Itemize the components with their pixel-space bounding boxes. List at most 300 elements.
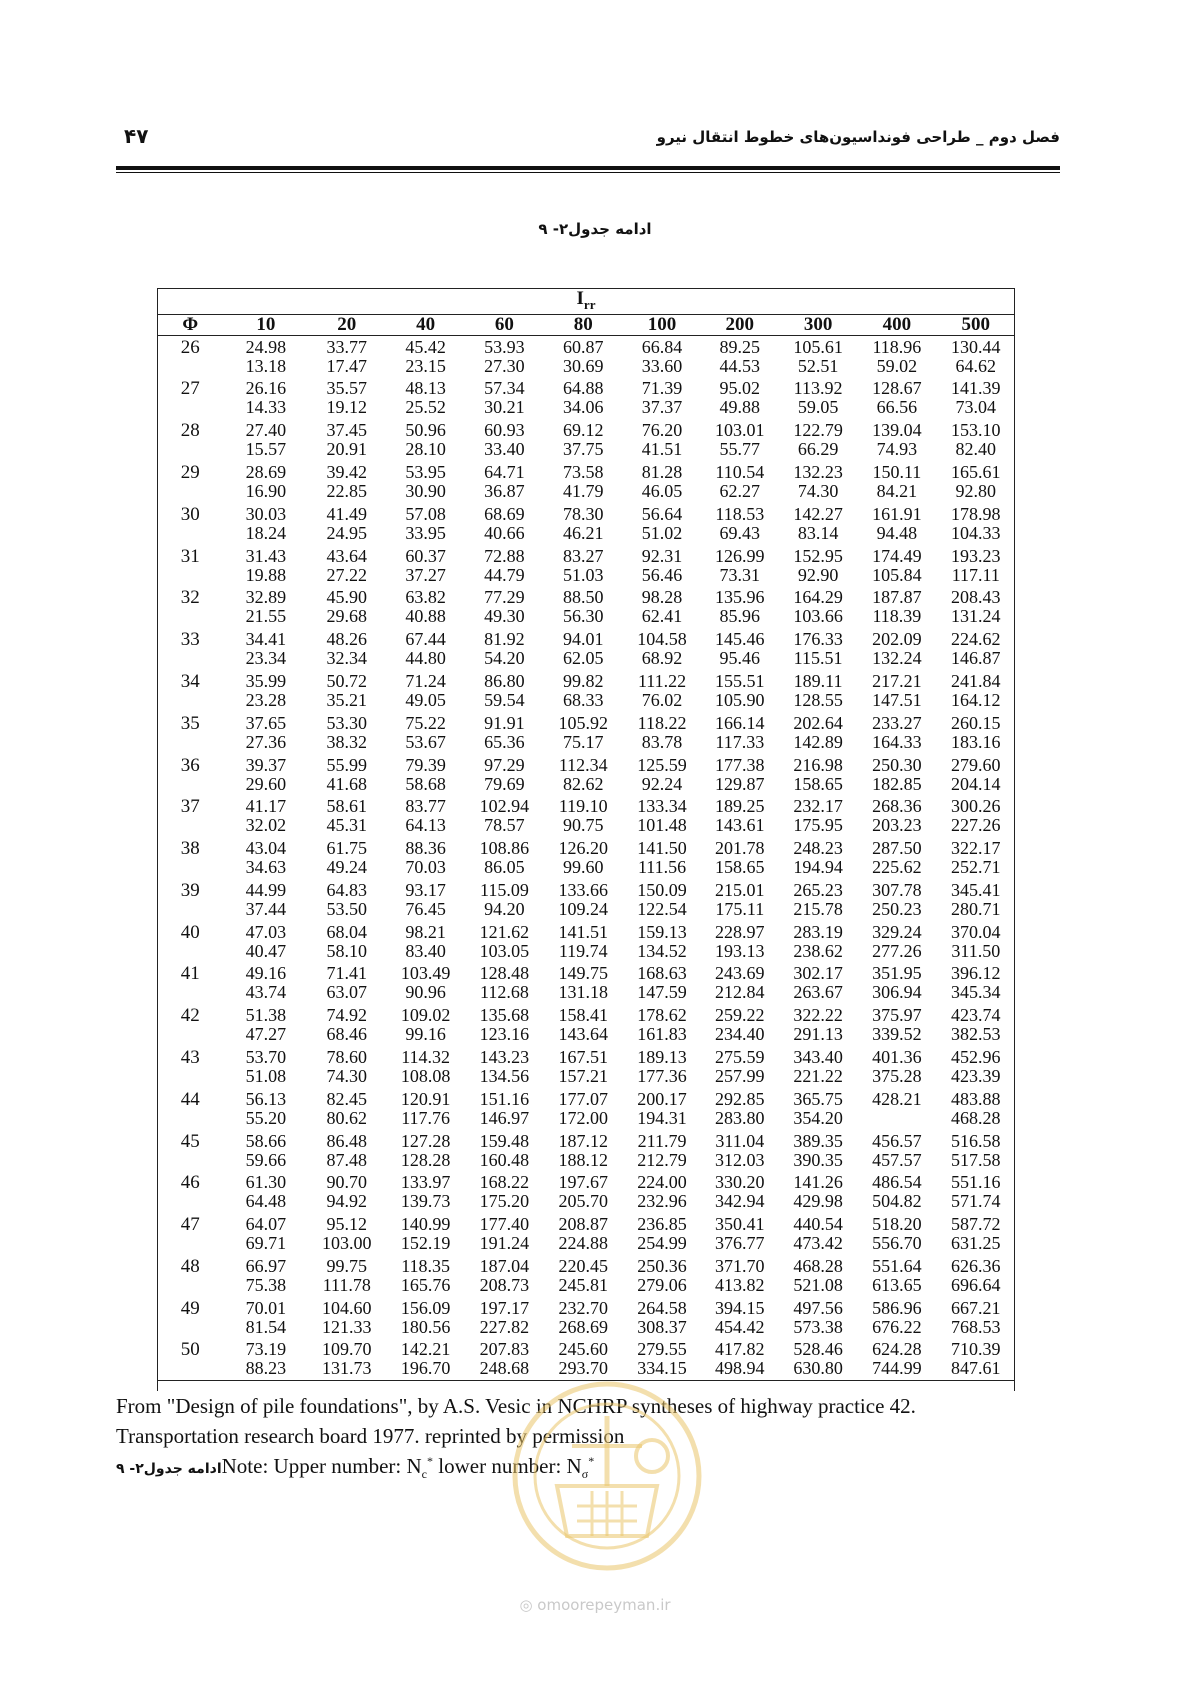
nsigma-cell: 111.56 [637,857,687,878]
nsigma-cell: 41.79 [562,481,604,502]
table-row-upper [157,754,1015,775]
nc-cell: 168.63 [637,963,687,984]
nc-cell: 156.09 [400,1297,451,1318]
nc-cell: 248.23 [793,838,843,859]
column-header-20: 20 [308,314,385,335]
nsigma-cell: 139.73 [400,1191,451,1212]
nsigma-cell: 44.79 [484,564,525,585]
chapter-title: فصل دوم _ طراحی فونداسیون‌های خطوط انتقال نیرو [656,128,1060,146]
nc-cell: 48.26 [326,629,368,650]
irr-header [157,289,1015,315]
nc-cell: 82.45 [326,1088,368,1109]
table-row-lower [157,1359,1015,1380]
nsigma-cell: 53.67 [405,731,446,752]
nsigma-cell: 84.21 [876,481,918,502]
nsigma-cell: 34.06 [562,397,604,418]
nc-cell: 89.25 [719,336,761,357]
phi-cell: 43 [180,1046,200,1068]
nsigma-cell: 24.95 [326,522,368,543]
nsigma-cell: 117.33 [715,731,765,752]
nsigma-cell: 293.70 [558,1358,608,1379]
nsigma-cell: 92.80 [955,481,997,502]
table-row-upper [157,963,1015,984]
table-row-upper [157,1171,1015,1192]
nsigma-cell: 62.41 [641,606,683,627]
nc-cell: 141.50 [637,838,687,859]
nc-cell: 77.29 [484,587,525,608]
nc-cell: 177.38 [715,754,765,775]
note-sub-sigma: σ [581,1467,589,1482]
nsigma-cell: 40.88 [405,606,446,627]
nsigma-cell: 375.28 [872,1065,922,1086]
nc-cell: 55.99 [326,754,368,775]
nc-cell: 551.64 [872,1255,922,1276]
table-row-upper [157,586,1015,607]
nsigma-cell: 33.60 [641,355,683,376]
nc-cell: 518.20 [872,1214,922,1235]
nc-cell: 86.48 [326,1130,368,1151]
nsigma-cell: 311.50 [951,940,1001,961]
nsigma-cell: 423.39 [951,1065,1001,1086]
nsigma-cell: 30.21 [484,397,525,418]
nsigma-cell: 205.70 [558,1191,608,1212]
table-caption: ادامه جدول۲- ۹ [538,220,652,238]
nc-cell: 177.40 [479,1214,530,1235]
nc-cell: 202.09 [872,629,922,650]
nsigma-cell: 76.45 [405,898,446,919]
nsigma-cell: 147.51 [872,689,922,710]
nsigma-cell: 23.28 [245,689,287,710]
nc-cell: 370.04 [951,921,1001,942]
table-row-upper [157,921,1015,942]
nc-cell: 155.51 [715,670,765,691]
nsigma-cell: 109.24 [558,898,608,919]
phi-cell: 50 [180,1339,200,1361]
table-row-upper [157,1004,1015,1025]
nsigma-cell: 101.48 [637,815,687,836]
nsigma-cell: 227.82 [479,1316,530,1337]
nc-cell: 113.92 [793,378,843,399]
nc-cell: 98.28 [641,587,683,608]
nsigma-cell: 33.95 [405,522,446,543]
nc-cell: 516.58 [951,1130,1001,1151]
nsigma-cell: 17.47 [326,355,368,376]
nsigma-cell: 41.68 [326,773,368,794]
nc-cell: 86.80 [484,670,525,691]
page-number: ۴۷ [124,124,149,148]
table-row-lower [157,1025,1015,1046]
watermark-site-text: omoorepeyman.ir [537,1596,671,1614]
nsigma-cell: 90.75 [562,815,604,836]
table-row-lower [157,607,1015,628]
nsigma-cell: 183.16 [951,731,1001,752]
nc-cell: 428.21 [872,1088,922,1109]
nc-cell: 275.59 [715,1046,765,1067]
nsigma-cell: 47.27 [245,1024,287,1045]
column-header-200: 200 [701,314,779,335]
phi-cell: 40 [180,921,200,943]
nc-cell: 133.34 [637,796,687,817]
nc-cell: 50.96 [405,420,446,441]
nc-cell: 90.70 [326,1172,368,1193]
nc-cell: 143.23 [479,1046,530,1067]
nsigma-cell: 49.05 [405,689,446,710]
nc-cell: 125.59 [637,754,687,775]
nc-cell: 307.78 [872,879,922,900]
nc-cell: 41.49 [326,503,368,524]
table-body [157,335,1015,1381]
nc-cell: 197.17 [479,1297,530,1318]
nsigma-cell: 49.88 [719,397,761,418]
nc-cell: 483.88 [951,1088,1001,1109]
nc-cell: 120.91 [400,1088,451,1109]
nc-cell: 528.46 [793,1339,843,1360]
nsigma-cell: 30.69 [562,355,604,376]
nsigma-cell: 164.12 [951,689,1001,710]
nc-cell: 111.22 [637,670,687,691]
nc-cell: 44.99 [245,879,287,900]
nsigma-cell: 121.33 [322,1316,372,1337]
nc-cell: 279.55 [637,1339,687,1360]
nsigma-cell: 227.26 [951,815,1001,836]
nsigma-cell: 64.48 [245,1191,287,1212]
phi-blank-cell [157,1318,223,1339]
phi-cell: 44 [180,1088,200,1110]
nsigma-cell: 283.80 [715,1107,765,1128]
table-row-lower [157,1234,1015,1255]
column-header-300: 300 [779,314,857,335]
nsigma-cell: 51.08 [245,1065,287,1086]
table-row-upper [157,335,1015,356]
table-row-lower [157,398,1015,419]
nc-cell: 200.17 [637,1088,687,1109]
nc-cell: 165.61 [951,462,1001,483]
nc-cell: 127.28 [400,1130,451,1151]
nsigma-cell: 131.18 [558,982,608,1003]
nsigma-cell: 75.38 [245,1274,287,1295]
nsigma-cell: 254.99 [637,1233,687,1254]
phi-cell: 28 [180,420,200,442]
nc-cell: 76.20 [641,420,683,441]
nc-cell: 401.36 [872,1046,922,1067]
note-sub-c: c [421,1467,427,1482]
column-header-60: 60 [466,314,543,335]
nsigma-cell: 115.51 [793,648,843,669]
table-row-lower [157,1192,1015,1213]
nsigma-cell: 194.94 [793,857,843,878]
nsigma-cell: 429.98 [793,1191,843,1212]
nsigma-cell: 99.60 [562,857,604,878]
table-row-lower [157,942,1015,963]
nsigma-cell: 74.30 [326,1065,368,1086]
nc-cell: 302.17 [793,963,843,984]
phi-cell: 49 [180,1297,200,1319]
nc-cell: 164.29 [793,587,843,608]
nsigma-cell: 92.24 [641,773,683,794]
nsigma-cell: 147.59 [637,982,687,1003]
nsigma-cell: 15.57 [245,439,287,460]
note-line [116,1454,594,1482]
nc-cell: 31.43 [245,545,287,566]
nsigma-cell: 215.78 [793,898,843,919]
nc-cell: 587.72 [951,1214,1001,1235]
phi-cell: 42 [180,1005,200,1027]
nc-cell: 287.50 [872,838,922,859]
nsigma-cell: 143.64 [558,1024,608,1045]
nc-cell: 30.03 [245,503,287,524]
nc-cell: 586.96 [872,1297,922,1318]
nc-cell: 417.82 [715,1339,765,1360]
nsigma-cell: 191.24 [479,1233,530,1254]
table-row-lower [157,1067,1015,1088]
phi-cell: 27 [180,378,200,400]
table-row-upper [157,1046,1015,1067]
table-row-lower [157,691,1015,712]
nc-cell: 330.20 [715,1172,765,1193]
nsigma-cell: 86.05 [484,857,525,878]
nsigma-cell: 51.03 [562,564,604,585]
phi-blank-cell [157,858,223,879]
phi-cell: 39 [180,879,200,901]
nc-cell: 259.22 [715,1005,765,1026]
nsigma-cell: 55.77 [719,439,761,460]
nsigma-cell: 390.35 [793,1149,843,1170]
nc-cell: 202.64 [793,712,843,733]
irr-header-row [157,289,1015,315]
nc-cell: 371.70 [715,1255,765,1276]
nsigma-cell: 308.37 [637,1316,687,1337]
nc-cell: 159.13 [637,921,687,942]
nc-cell: 92.31 [641,545,683,566]
nsigma-cell: 180.56 [400,1316,451,1337]
nc-cell: 45.42 [405,336,446,357]
nc-cell: 109.02 [400,1005,451,1026]
nsigma-cell: 122.54 [637,898,687,919]
nsigma-cell: 413.82 [715,1274,765,1295]
column-header-40: 40 [385,314,465,335]
nsigma-cell: 129.87 [715,773,765,794]
nc-cell: 497.56 [793,1297,843,1318]
nsigma-cell: 111.78 [322,1274,371,1295]
table-row-upper [157,712,1015,733]
nsigma-cell: 29.60 [245,773,287,794]
nsigma-cell: 118.39 [872,606,922,627]
nsigma-cell: 119.74 [558,940,608,961]
column-header-100: 100 [623,314,700,335]
irr-subscript: rr [583,296,596,312]
nc-cell: 329.24 [872,921,922,942]
phi-blank-cell [157,440,223,461]
phi-header: Φ [157,314,223,335]
nc-cell: 152.95 [793,545,843,566]
nsigma-cell: 117.11 [951,564,1000,585]
nsigma-cell: 68.33 [562,689,604,710]
nc-cell: 72.88 [484,545,525,566]
phi-blank-cell [157,775,223,796]
nc-cell: 220.45 [558,1255,608,1276]
nc-cell: 551.16 [951,1172,1001,1193]
nc-cell: 73.58 [562,462,604,483]
nc-cell: 48.13 [405,378,446,399]
nc-cell: 99.82 [562,670,604,691]
nc-cell: 119.10 [558,796,608,817]
table-row-lower [157,524,1015,545]
nc-cell: 626.36 [951,1255,1001,1276]
nsigma-cell: 175.20 [479,1191,530,1212]
phi-cell: 32 [180,587,200,609]
phi-blank-cell [157,942,223,963]
nc-cell: 105.92 [558,712,608,733]
nsigma-cell: 54.20 [484,648,525,669]
table-row-upper [157,419,1015,440]
nsigma-cell: 132.24 [872,648,922,669]
phi-cell: 38 [180,838,200,860]
nsigma-cell: 49.30 [484,606,525,627]
header-rule-thin [116,172,1060,173]
nsigma-cell: 473.42 [793,1233,843,1254]
nsigma-cell: 90.96 [405,982,446,1003]
nc-cell: 151.16 [479,1088,530,1109]
nsigma-cell: 79.69 [484,773,525,794]
nsigma-cell: 196.70 [400,1358,451,1379]
nsigma-cell: 212.79 [637,1149,687,1170]
nc-cell: 174.49 [872,545,922,566]
nsigma-cell: 342.94 [715,1191,765,1212]
nsigma-cell: 312.03 [715,1149,765,1170]
nc-cell: 74.92 [326,1005,368,1026]
nc-cell: 104.58 [637,629,687,650]
nsigma-cell: 68.92 [641,648,683,669]
nsigma-cell: 83.78 [641,731,683,752]
nc-cell: 452.96 [951,1046,1001,1067]
nc-cell: 168.22 [479,1172,530,1193]
nc-cell: 133.66 [558,879,608,900]
nc-cell: 37.45 [326,420,368,441]
nc-cell: 33.77 [326,336,368,357]
nsigma-cell: 62.27 [719,481,761,502]
nc-cell: 79.39 [405,754,446,775]
nc-cell: 110.54 [715,462,765,483]
nc-cell: 159.48 [479,1130,530,1151]
nc-cell: 66.84 [641,336,683,357]
nc-cell: 264.58 [637,1297,687,1318]
nsigma-cell: 194.31 [637,1107,687,1128]
nsigma-cell: 188.12 [558,1149,608,1170]
nc-cell: 103.49 [400,963,451,984]
nsigma-cell: 847.61 [951,1358,1001,1379]
nsigma-cell: 744.99 [872,1358,922,1379]
nsigma-cell: 117.76 [401,1107,451,1128]
nsigma-cell: 108.08 [400,1065,451,1086]
nc-cell: 624.28 [872,1339,922,1360]
nc-cell: 135.96 [715,587,765,608]
nc-cell: 245.60 [558,1339,608,1360]
nc-cell: 67.44 [405,629,446,650]
nc-cell: 211.79 [637,1130,687,1151]
phi-cell: 30 [180,503,200,525]
phi-cell: 41 [180,963,200,985]
nc-cell: 43.64 [326,545,368,566]
nc-cell: 130.44 [951,336,1001,357]
nsigma-cell: 13.18 [245,355,287,376]
nsigma-cell: 27.30 [484,355,525,376]
nc-cell: 365.75 [793,1088,843,1109]
nc-cell: 98.21 [405,921,446,942]
nc-cell: 189.25 [715,796,765,817]
nsigma-cell: 225.62 [872,857,922,878]
note-text-2: lower number: N [433,1454,582,1478]
nsigma-cell: 248.68 [479,1358,530,1379]
nsigma-cell: 345.34 [951,982,1001,1003]
nsigma-cell: 112.68 [480,982,529,1003]
nc-cell: 118.53 [715,503,765,524]
nsigma-cell: 103.05 [479,940,530,961]
nc-cell: 64.88 [562,378,604,399]
nsigma-cell: 212.84 [715,982,765,1003]
nc-cell: 81.92 [484,629,525,650]
nsigma-cell: 131.73 [322,1358,372,1379]
nc-cell: 126.20 [558,838,608,859]
table-row-upper [157,545,1015,566]
nsigma-cell: 630.80 [793,1358,843,1379]
nc-cell: 440.54 [793,1214,843,1235]
nsigma-cell: 19.12 [326,397,368,418]
nc-cell: 64.83 [326,879,368,900]
nsigma-cell: 676.22 [872,1316,922,1337]
nsigma-cell: 161.83 [637,1024,687,1045]
note-caption-fa: ادامه جدول۲- ۹ [116,1461,222,1477]
nsigma-cell: 157.21 [558,1065,608,1086]
nc-cell: 41.17 [245,796,287,817]
nsigma-cell: 204.14 [951,773,1001,794]
nc-cell: 140.99 [400,1214,451,1235]
nc-cell: 118.22 [637,712,687,733]
nc-cell: 97.29 [484,754,525,775]
phi-cell: 33 [180,629,200,651]
nsigma-cell: 83.40 [405,940,446,961]
table-row-lower [157,1318,1015,1339]
nsigma-cell: 44.53 [719,355,761,376]
nsigma-cell: 631.25 [951,1233,1001,1254]
nc-cell: 201.78 [715,838,765,859]
nc-cell: 178.62 [637,1005,687,1026]
nsigma-cell: 59.66 [245,1149,287,1170]
phi-blank-cell [157,691,223,712]
nc-cell: 187.04 [479,1255,530,1276]
table-row-lower [157,775,1015,796]
nc-cell: 236.85 [637,1214,687,1235]
nsigma-cell: 69.43 [719,522,761,543]
nc-cell: 142.21 [400,1339,451,1360]
table-row-upper [157,1255,1015,1276]
nsigma-cell: 23.15 [405,355,446,376]
nsigma-cell: 40.66 [484,522,525,543]
table-bottom-rule [157,1381,1015,1382]
nc-cell: 667.21 [951,1297,1001,1318]
nc-cell: 39.42 [326,462,368,483]
column-header-row [157,314,1015,335]
nc-cell: 166.14 [715,712,765,733]
phi-cell: 29 [180,462,200,484]
table-row-lower [157,983,1015,1004]
nc-cell: 132.23 [793,462,843,483]
nsigma-cell: 80.62 [326,1107,368,1128]
nc-cell: 53.93 [484,336,525,357]
nsigma-cell: 49.24 [326,857,368,878]
nsigma-cell: 382.53 [951,1024,1001,1045]
table-row-lower [157,816,1015,837]
nsigma-cell: 252.71 [951,857,1001,878]
